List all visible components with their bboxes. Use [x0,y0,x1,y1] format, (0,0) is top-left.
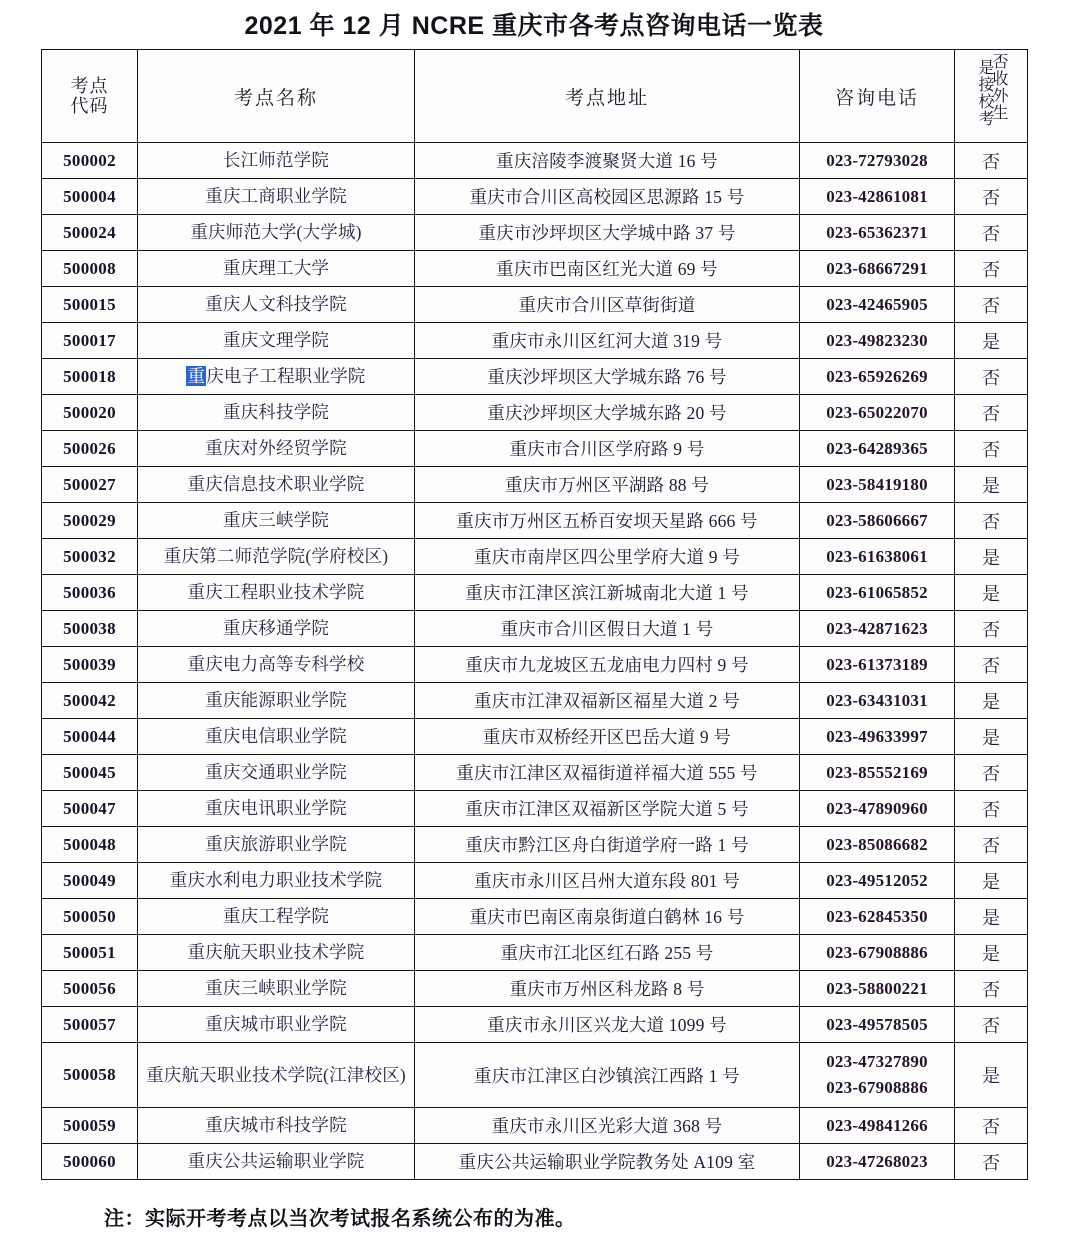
cell-site-address: 重庆市万州区科龙路 8 号 [415,971,800,1007]
cell-phone: 023-65362371 [800,215,955,251]
cell-phone: 023-58800221 [800,971,955,1007]
cell-accepts-external: 是 [955,863,1028,899]
cell-site-code: 500057 [42,1007,138,1043]
site-name-text: 重庆公共运输职业学院 [187,1151,365,1172]
cell-phone [800,1043,955,1108]
exam-site-table-container [41,49,1027,1180]
cell-site-code: 500049 [42,863,138,899]
cell-phone: 023-42871623 [800,611,955,647]
site-name-text: 重庆航天职业技术学院(江津校区) [146,1064,406,1085]
cell-site-name [138,971,415,1007]
table-row [42,143,1028,179]
cell-phone: 023-65022070 [800,395,955,431]
table-row [42,683,1028,719]
cell-site-address: 重庆市双桥经开区巴岳大道 9 号 [415,719,800,755]
site-name-text: 重庆三峡职业学院 [205,978,347,999]
site-name-text: 重庆电讯职业学院 [205,798,347,819]
cell-phone: 023-61373189 [800,647,955,683]
cell-site-address: 重庆市江津双福新区福星大道 2 号 [415,683,800,719]
cell-site-name [138,791,415,827]
site-name-text: 重庆旅游职业学院 [205,834,347,855]
table-row [42,827,1028,863]
cell-site-address: 重庆市江津区双福新区学院大道 5 号 [415,791,800,827]
cell-site-name [138,755,415,791]
cell-accepts-external: 否 [955,251,1028,287]
cell-accepts-external: 是 [955,683,1028,719]
cell-phone: 023-68667291 [800,251,955,287]
column-header-site-code [42,50,138,143]
cell-site-name [138,503,415,539]
table-row [42,1108,1028,1144]
table-header-row [42,50,1028,143]
cell-phone: 023-49841266 [800,1108,955,1144]
site-name-text: 重庆对外经贸学院 [205,438,347,459]
site-name-text: 重庆师范大学(大学城) [190,222,362,243]
cell-accepts-external: 否 [955,395,1028,431]
cell-site-code: 500042 [42,683,138,719]
site-name-text: 重庆移通学院 [222,618,330,639]
column-header-phone [800,50,955,143]
phone-number: 023-47327890 [826,1051,928,1071]
site-name-text: 重庆三峡学院 [222,510,330,531]
site-name-text: 重庆航天职业技术学院 [187,942,365,963]
cell-phone: 023-58419180 [800,467,955,503]
cell-accepts-external: 是 [955,719,1028,755]
cell-site-name [138,431,415,467]
cell-site-address: 重庆市永川区光彩大道 368 号 [415,1108,800,1144]
cell-site-code: 500048 [42,827,138,863]
site-name-text: 重庆工程学院 [222,906,330,927]
cell-site-name [138,143,415,179]
cell-site-address: 重庆公共运输职业学院教务处 A109 室 [415,1144,800,1180]
cell-site-code: 500027 [42,467,138,503]
table-row [42,575,1028,611]
cell-site-address: 重庆市合川区假日大道 1 号 [415,611,800,647]
cell-site-name [138,359,415,395]
site-name-text: 重庆水利电力职业技术学院 [169,870,383,891]
table-row [42,431,1028,467]
site-name-text: 重庆能源职业学院 [205,690,347,711]
cell-site-name [138,575,415,611]
cell-site-address: 重庆市巴南区南泉街道白鹤林 16 号 [415,899,800,935]
cell-site-name [138,1043,415,1108]
footnote: 注：实际开考考点以当次考试报名系统公布的为准。 [104,1208,576,1230]
site-name-text: 重庆电信职业学院 [205,726,347,747]
cell-phone: 023-72793028 [800,143,955,179]
cell-accepts-external: 否 [955,971,1028,1007]
site-name-text: 重庆信息技术职业学院 [187,474,365,495]
site-name-text: 重庆工程职业技术学院 [187,582,365,603]
table-row [42,179,1028,215]
cell-accepts-external: 否 [955,143,1028,179]
cell-site-address: 重庆涪陵李渡聚贤大道 16 号 [415,143,800,179]
site-name-text: 重庆城市职业学院 [205,1014,347,1035]
cell-site-code: 500036 [42,575,138,611]
table-row [42,215,1028,251]
table-row [42,395,1028,431]
cell-phone: 023-49823230 [800,323,955,359]
cell-site-code: 500002 [42,143,138,179]
table-row [42,791,1028,827]
cell-accepts-external: 是 [955,539,1028,575]
column-header-accepts-external-col-right: 否收外生 [990,53,1007,121]
exam-site-table [41,49,1028,1180]
cell-site-name [138,719,415,755]
cell-site-code: 500024 [42,215,138,251]
cell-phone: 023-49512052 [800,863,955,899]
cell-site-address: 重庆沙坪坝区大学城东路 76 号 [415,359,800,395]
table-row [42,251,1028,287]
cell-phone: 023-64289365 [800,431,955,467]
cell-phone: 023-62845350 [800,899,955,935]
cell-phone: 023-49578505 [800,1007,955,1043]
cell-site-address: 重庆市合川区高校园区思源路 15 号 [415,179,800,215]
cell-site-address: 重庆市永川区吕州大道东段 801 号 [415,863,800,899]
cell-accepts-external: 否 [955,431,1028,467]
cell-site-code: 500051 [42,935,138,971]
table-row [42,1144,1028,1180]
cell-phone: 023-61065852 [800,575,955,611]
site-name-text: 重庆文理学院 [222,330,330,351]
column-header-accepts-external [955,50,1028,143]
table-row [42,359,1028,395]
site-name-text: 重庆第二师范学院(学府校区) [163,546,389,567]
cell-phone: 023-85552169 [800,755,955,791]
site-name-text: 重庆理工大学 [222,258,330,279]
table-row [42,935,1028,971]
column-header-site-name [138,50,415,143]
site-name-text: 重庆交通职业学院 [205,762,347,783]
cell-site-code: 500059 [42,1108,138,1144]
cell-accepts-external: 否 [955,647,1028,683]
cell-site-code: 500020 [42,395,138,431]
cell-site-address: 重庆市江津区白沙镇滨江西路 1 号 [415,1043,800,1108]
cell-site-code: 500026 [42,431,138,467]
cell-accepts-external: 否 [955,287,1028,323]
cell-site-name [138,1007,415,1043]
cell-accepts-external: 否 [955,827,1028,863]
cell-accepts-external: 是 [955,935,1028,971]
table-row [42,719,1028,755]
table-row [42,287,1028,323]
cell-site-name [138,251,415,287]
cell-accepts-external: 是 [955,575,1028,611]
cell-accepts-external: 否 [955,179,1028,215]
cell-site-address: 重庆市巴南区红光大道 69 号 [415,251,800,287]
cell-site-address: 重庆市江津区双福街道祥福大道 555 号 [415,755,800,791]
cell-accepts-external: 否 [955,1144,1028,1180]
table-row [42,647,1028,683]
cell-accepts-external: 是 [955,899,1028,935]
cell-site-code: 500050 [42,899,138,935]
table-row [42,611,1028,647]
column-header-accepts-external-col-left: 是接校考 [976,59,993,127]
column-header-site-address [415,50,800,143]
cell-site-code: 500047 [42,791,138,827]
cell-accepts-external: 否 [955,215,1028,251]
cell-phone: 023-67908886 [800,935,955,971]
column-header-site-name-label: 考点名称 [233,87,318,109]
cell-site-code: 500060 [42,1144,138,1180]
cell-accepts-external: 否 [955,755,1028,791]
cell-site-code: 500056 [42,971,138,1007]
cell-site-name [138,1144,415,1180]
cell-site-address: 重庆市永川区红河大道 319 号 [415,323,800,359]
cell-accepts-external: 是 [955,467,1028,503]
cell-site-name [138,611,415,647]
site-name-text: 重庆城市科技学院 [205,1115,347,1136]
cell-site-address: 重庆市江津区滨江新城南北大道 1 号 [415,575,800,611]
cell-site-address: 重庆市万州区五桥百安坝天星路 666 号 [415,503,800,539]
cell-accepts-external: 否 [955,1108,1028,1144]
table-row [42,503,1028,539]
cell-site-name [138,179,415,215]
cell-accepts-external: 否 [955,1007,1028,1043]
cell-phone: 023-47890960 [800,791,955,827]
table-row [42,1007,1028,1043]
column-header-site-code-line1: 考点 [70,75,109,96]
table-row [42,467,1028,503]
cell-site-code: 500032 [42,539,138,575]
cell-site-code: 500039 [42,647,138,683]
cell-site-name [138,467,415,503]
cell-site-name [138,863,415,899]
cell-phone: 023-65926269 [800,359,955,395]
cell-site-code: 500017 [42,323,138,359]
site-name-text: 重庆科技学院 [222,402,330,423]
cell-site-code: 500018 [42,359,138,395]
cell-site-code: 500044 [42,719,138,755]
cell-site-address: 重庆市合川区草街街道 [415,287,800,323]
cell-site-code: 500008 [42,251,138,287]
cell-phone: 023-42465905 [800,287,955,323]
cell-accepts-external: 否 [955,791,1028,827]
cell-site-name [138,683,415,719]
table-row [42,323,1028,359]
cell-site-name [138,827,415,863]
site-name-text: 重庆电力高等专科学校 [187,654,365,675]
site-name-text: 长江师范学院 [222,150,330,171]
cell-site-name [138,323,415,359]
table-row [42,1043,1028,1108]
cell-site-address: 重庆市永川区兴龙大道 1099 号 [415,1007,800,1043]
site-name-text: 重庆人文科技学院 [205,294,347,315]
page-title: 2021 年 12 月 NCRE 重庆市各考点咨询电话一览表 [244,12,824,40]
cell-site-name [138,1108,415,1144]
cell-site-address: 重庆市江北区红石路 255 号 [415,935,800,971]
cell-site-code: 500004 [42,179,138,215]
cell-site-address: 重庆市黔江区舟白街道学府一路 1 号 [415,827,800,863]
table-row [42,971,1028,1007]
cell-site-name [138,539,415,575]
cell-site-name [138,899,415,935]
cell-phone: 023-47268023 [800,1144,955,1180]
cell-site-code: 500015 [42,287,138,323]
column-header-phone-label: 咨询电话 [834,87,919,109]
cell-site-address: 重庆市沙坪坝区大学城中路 37 号 [415,215,800,251]
cell-site-code: 500038 [42,611,138,647]
cell-accepts-external: 是 [955,323,1028,359]
cell-phone: 023-85086682 [800,827,955,863]
table-row [42,539,1028,575]
cell-phone: 023-61638061 [800,539,955,575]
cell-accepts-external: 否 [955,503,1028,539]
column-header-site-address-label: 考点地址 [564,87,649,109]
cell-site-address: 重庆市万州区平湖路 88 号 [415,467,800,503]
cell-site-address: 重庆市合川区学府路 9 号 [415,431,800,467]
cell-site-name [138,935,415,971]
cell-phone: 023-58606667 [800,503,955,539]
cell-phone: 023-63431031 [800,683,955,719]
table-header [42,50,1028,143]
column-header-site-code-line2: 代码 [70,96,109,116]
table-row [42,899,1028,935]
cell-site-address: 重庆市南岸区四公里学府大道 9 号 [415,539,800,575]
cell-site-code: 500029 [42,503,138,539]
cell-site-name [138,647,415,683]
table-body [42,143,1028,1180]
cell-site-address: 重庆市九龙坡区五龙庙电力四村 9 号 [415,647,800,683]
text-selection-highlight: 重 [187,366,206,387]
site-name-text: 重庆工商职业学院 [205,186,347,207]
cell-site-name [138,395,415,431]
cell-accepts-external: 否 [955,611,1028,647]
cell-site-name [138,287,415,323]
phone-number-secondary: 023-67908886 [826,1078,928,1097]
table-row [42,755,1028,791]
cell-phone: 023-49633997 [800,719,955,755]
cell-accepts-external: 是 [955,1043,1028,1108]
phone-list [800,1049,954,1102]
site-name-text: 重庆电子工程职业学院 [187,366,366,387]
cell-site-address: 重庆沙坪坝区大学城东路 20 号 [415,395,800,431]
cell-site-code: 500045 [42,755,138,791]
cell-site-code: 500058 [42,1043,138,1108]
table-row [42,863,1028,899]
cell-phone: 023-42861081 [800,179,955,215]
cell-accepts-external: 否 [955,359,1028,395]
cell-site-name [138,215,415,251]
